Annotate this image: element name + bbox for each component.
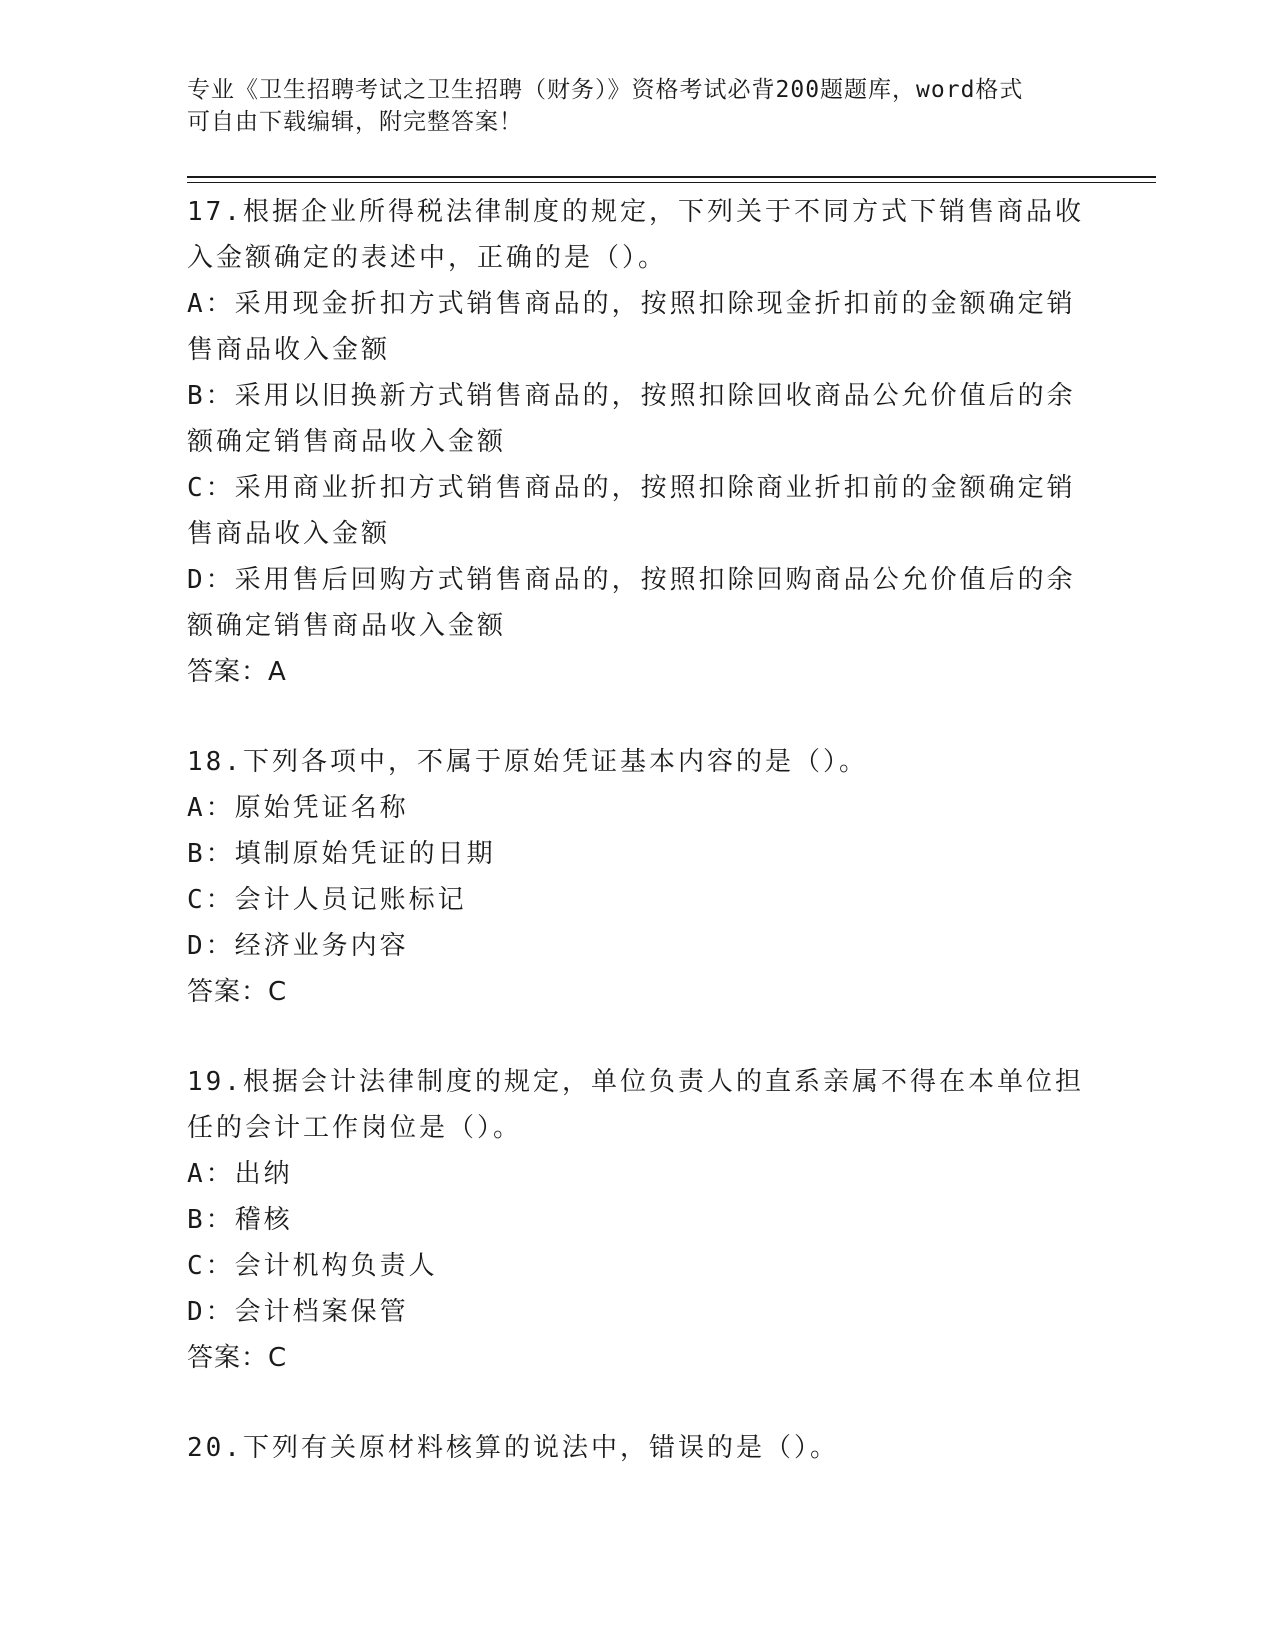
option-a-line: A：原始凭证名称 <box>187 793 409 823</box>
answer-text: 答案：C <box>187 1343 288 1373</box>
option-b-line: 额确定销售商品收入金额 <box>187 427 507 457</box>
question-stem-line: 18.下列各项中，不属于原始凭证基本内容的是（）。 <box>187 747 868 777</box>
question-stem-line: 19.根据会计法律制度的规定，单位负责人的直系亲属不得在本单位担 <box>187 1067 1084 1097</box>
question-spacer <box>187 1381 1087 1425</box>
option-b-line: B：稽核 <box>187 1205 293 1235</box>
option-c-line: C：采用商业折扣方式销售商品的，按照扣除商业折扣前的金额确定销 <box>187 473 1076 503</box>
header-divider-thin <box>187 182 1156 183</box>
question-19 <box>187 1059 1087 1381</box>
question-spacer <box>187 1015 1087 1059</box>
option-d-line: D：采用售后回购方式销售商品的，按照扣除回购商品公允价值后的余 <box>187 565 1076 595</box>
option-b-line: B：填制原始凭证的日期 <box>187 839 496 869</box>
question-list <box>187 189 1087 1471</box>
header-divider-thick <box>187 176 1156 178</box>
option-d-line: D：经济业务内容 <box>187 931 409 961</box>
answer-text: 答案：C <box>187 977 288 1007</box>
option-a-line: A：出纳 <box>187 1159 293 1189</box>
option-a-line: 售商品收入金额 <box>187 335 391 365</box>
answer-text: 答案：A <box>187 657 287 687</box>
option-c-line: C：会计人员记账标记 <box>187 885 467 915</box>
document-header <box>187 74 1087 138</box>
question-stem-line: 17.根据企业所得税法律制度的规定，下列关于不同方式下销售商品收 <box>187 197 1084 227</box>
option-c-line: C：会计机构负责人 <box>187 1251 438 1281</box>
question-20 <box>187 1425 1087 1471</box>
header-line-1: 专业《卫生招聘考试之卫生招聘（财务）》资格考试必背200题题库，word格式 <box>187 77 1024 103</box>
option-a-line: A：采用现金折扣方式销售商品的，按照扣除现金折扣前的金额确定销 <box>187 289 1076 319</box>
question-stem-line: 20.下列有关原材料核算的说法中，错误的是（）。 <box>187 1433 839 1463</box>
question-stem-line: 任的会计工作岗位是（）。 <box>187 1113 523 1143</box>
question-spacer <box>187 695 1087 739</box>
question-18 <box>187 739 1087 1015</box>
header-line-2: 可自由下载编辑，附完整答案！ <box>187 109 523 135</box>
option-d-line: D：会计档案保管 <box>187 1297 409 1327</box>
option-c-line: 售商品收入金额 <box>187 519 391 549</box>
question-stem-line: 入金额确定的表述中，正确的是（）。 <box>187 243 668 273</box>
question-17 <box>187 189 1087 695</box>
option-d-line: 额确定销售商品收入金额 <box>187 611 507 641</box>
option-b-line: B：采用以旧换新方式销售商品的，按照扣除回收商品公允价值后的余 <box>187 381 1076 411</box>
